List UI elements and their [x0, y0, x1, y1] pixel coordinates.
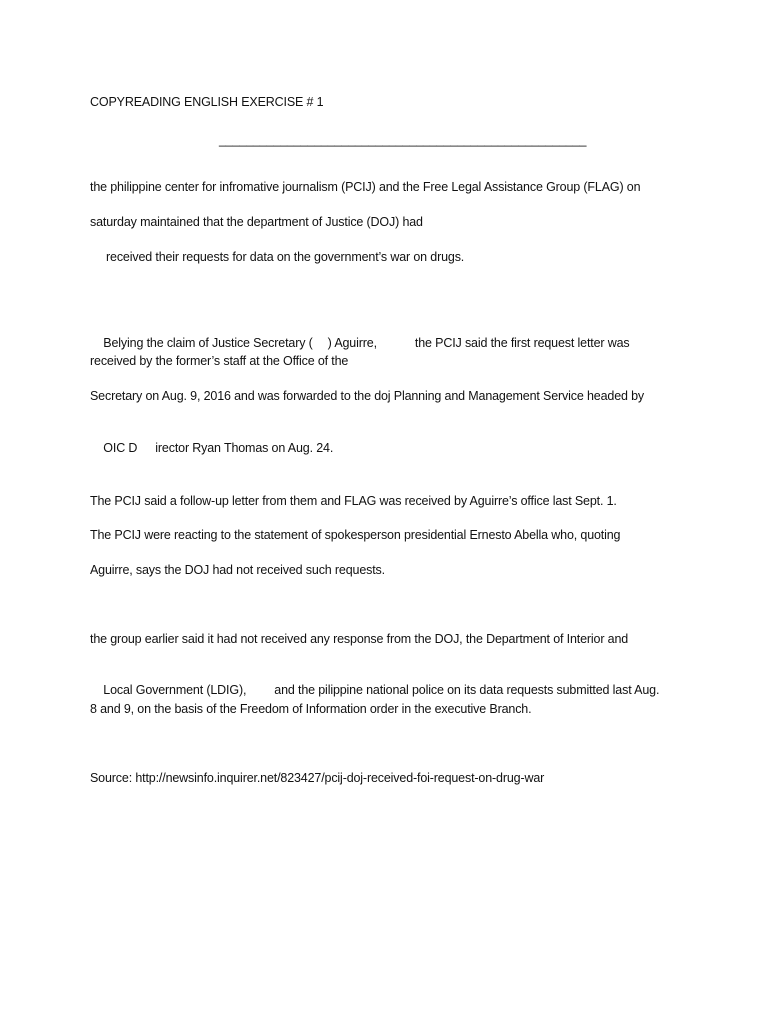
- paragraph-2-line-1-part-a: Belying the claim of Justice Secretary (: [103, 336, 313, 350]
- paragraph-4-line-2-part-b: and the pilippine national police on its data requests submitted last Aug.: [274, 683, 660, 697]
- paragraph-2-line-3: Secretary on Aug. 9, 2016 and was forwarded to the doj Planning and Management Service headed by: [90, 389, 645, 403]
- paragraph-2-line-2: received by the former’s staff at the Office of the: [90, 354, 349, 368]
- paragraph-2-line-4-part-b: irector Ryan Thomas on Aug. 24.: [155, 441, 334, 455]
- paragraph-4-line-1: the group earlier said it had not received any response from the DOJ, the Department of Interior and: [90, 632, 629, 646]
- document-title: COPYREADING ENGLISH EXERCISE # 1: [90, 95, 324, 109]
- separator-line: ______________________________________________________: [219, 133, 587, 147]
- paragraph-2-line-4: [90, 424, 333, 472]
- paragraph-4-line-3: 8 and 9, on the basis of the Freedom of Information order in the executive Branch.: [90, 702, 532, 716]
- paragraph-3-line-1: The PCIJ said a follow-up letter from them and FLAG was received by Aguirre’s office last Sept. 1.: [90, 494, 617, 508]
- paragraph-3-line-2: The PCIJ were reacting to the statement of spokesperson presidential Ernesto Abella who, quoting: [90, 528, 621, 542]
- source-citation: Source: http://newsinfo.inquirer.net/823427/pcij-doj-received-foi-request-on-drug-war: [90, 771, 545, 785]
- paragraph-3-line-3: Aguirre, says the DOJ had not received such requests.: [90, 563, 385, 577]
- paragraph-2-line-1-part-c: the PCIJ said the first request letter was: [414, 336, 630, 350]
- paragraph-2-line-1-part-b: ) Aguirre,: [327, 336, 377, 350]
- paragraph-1-line-2: saturday maintained that the department of Justice (DOJ) had: [90, 215, 423, 229]
- paragraph-1-line-1: the philippine center for infromative journalism (PCIJ) and the Free Legal Assistance Group (FLAG) on: [90, 180, 641, 194]
- paragraph-4-line-2-part-a: Local Government (LDIG),: [103, 683, 247, 697]
- paragraph-2-line-4-part-a: OIC D: [103, 441, 138, 455]
- paragraph-1-line-3: received their requests for data on the government’s war on drugs.: [106, 250, 465, 264]
